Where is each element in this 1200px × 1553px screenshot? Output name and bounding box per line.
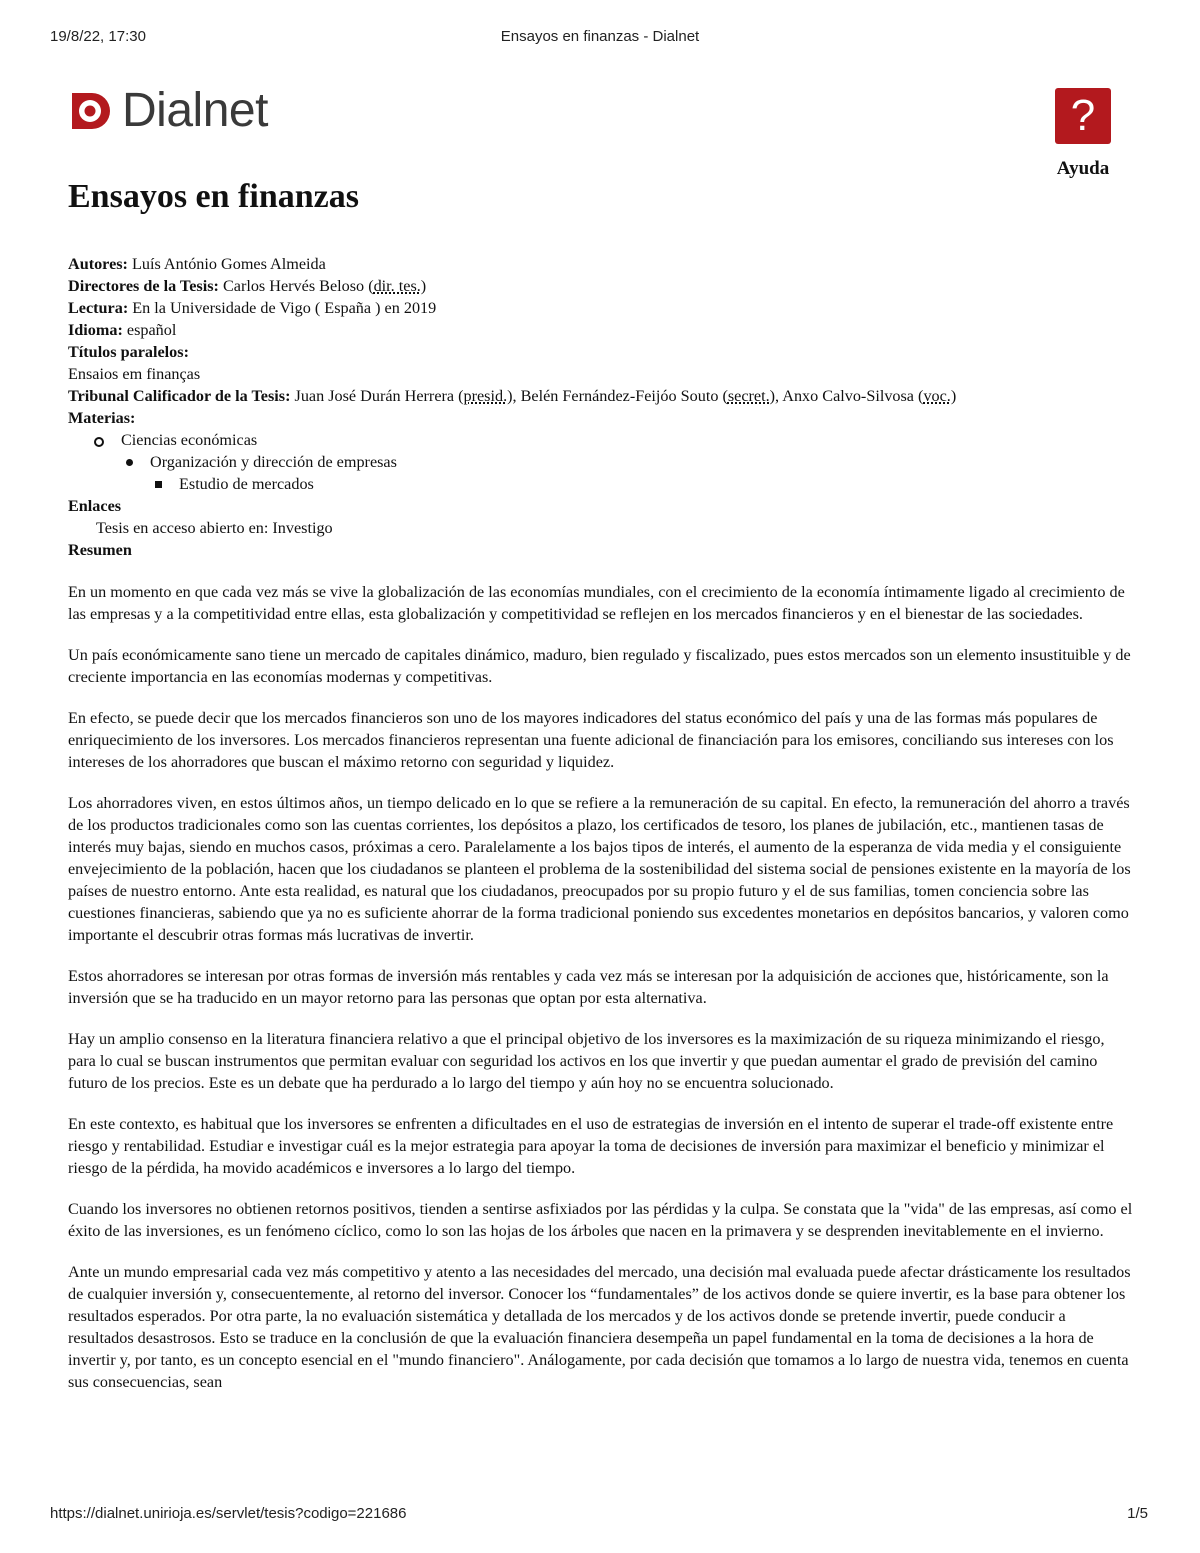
authors-label: Autores: <box>68 255 128 273</box>
print-page-title: Ensayos en finanzas - Dialnet <box>500 28 700 45</box>
tribunal-member-name[interactable]: Juan José Durán Herrera <box>294 387 455 405</box>
dialnet-logo[interactable] <box>68 86 268 136</box>
tribunal-label: Tribunal Calificador de la Tesis: <box>68 387 291 405</box>
print-url: https://dialnet.unirioja.es/servlet/tesis?codigo=221686 <box>50 1505 407 1522</box>
print-datetime: 19/8/22, 17:30 <box>50 28 146 45</box>
abstract-paragraph: Ante un mundo empresarial cada vez más competitivo y atento a las necesidades del mercado, una decisión mal evaluada puede afectar drásticamente los resultados de cualquier inversión y, consecuentemente, al retorno del inversor. Conocer los “fundamentales” de los activos donde se quiere invertir, es la base para obtener los resultados esperados. Por otra parte, la no evaluación sistemática y detallada de los mercados y de los activos donde se pretende invertir, puede conducir a resultados desastrosos. Esto se traduce en la conclusión de que la evaluación financiera desempeña un papel fundamental en la toma de decisiones a la hora de invertir y, por tanto, es un concepto esencial en el "mundo financiero". Análogamente, por cada decisión que tomamos a lo largo de nuestra vida, tenemos en cuenta sus consecuencias, sean <box>68 1263 1131 1391</box>
reading-value: En la Universidade de Vigo ( España ) en 2019 <box>132 299 437 317</box>
subject-item <box>121 451 1134 495</box>
directors-label: Directores de la Tesis: <box>68 277 219 295</box>
reading-line <box>68 297 1134 319</box>
logo-text: Dialnet <box>122 84 268 137</box>
abstract-paragraph: En este contexto, es habitual que los inversores se enfrenten a dificultades en el uso de estrategias de inversión en el intento de superar el trade-off existente entre riesgo y rentabilidad. Estudiar e investigar cuál es la mejor estrategia para apoyar la toma de decisiones de inversión para maximizar el beneficio y minimizar el riesgo de la pérdida, ha movido académicos e inversores a lo largo del tiempo. <box>68 1115 1114 1177</box>
abstract-paragraph: En efecto, se puede decir que los mercados financieros son uno de los mayores indicadores del status económico del país y una de las formas más populares de enriquecimiento de los inversores. Los mercados financieros representan una fuente adicional de financiación para los emisores, conciliando sus intereses con los intereses de los ahorradores que buscan el máximo retorno con seguridad y liquidez. <box>68 709 1114 771</box>
links-heading-line <box>68 495 1134 517</box>
abstract-paragraph: Estos ahorradores se interesan por otras formas de inversión más rentables y cada vez más se interesan por la adquisición de acciones que, históricamente, son la inversión que se ha traducido en un mayor retorno para las personas que optan por esta alternativa. <box>68 967 1109 1007</box>
subject-label[interactable]: Organización y dirección de empresas <box>150 453 397 471</box>
director-name[interactable]: Carlos Hervés Beloso <box>222 277 365 295</box>
subjects-heading-line <box>68 407 1134 429</box>
thesis-title: Ensayos en finanzas <box>68 178 359 215</box>
parallel-titles-line <box>68 341 1134 363</box>
print-header <box>0 28 1200 48</box>
abstract-paragraph: En un momento en que cada vez más se vive la globalización de las economías mundiales, con el crecimiento de la economía íntimamente ligado al crecimiento de las empresas y a la competitividad entre ellas, esta globalización y competitividad se reflejen en los mercados financieros y en el bienestar de las sociedades. <box>68 583 1125 623</box>
abstract-heading-line <box>68 539 1134 561</box>
open-access-link[interactable]: Tesis en acceso abierto en: Investigo <box>96 519 333 537</box>
author-name[interactable]: Luís António Gomes Almeida <box>132 255 326 273</box>
reading-label: Lectura: <box>68 299 129 317</box>
print-footer <box>0 1505 1200 1525</box>
language-line <box>68 319 1134 341</box>
tribunal-member-role: secret. <box>727 387 770 405</box>
subject-subtree <box>121 451 1134 495</box>
help-label: Ayuda <box>1056 158 1110 179</box>
tribunal-member-role: presid. <box>463 387 508 405</box>
subjects-tree <box>90 429 1134 495</box>
subjects-label: Materias: <box>68 409 136 427</box>
parallel-titles-label: Títulos paralelos: <box>68 343 189 361</box>
tribunal-member-role: voc. <box>923 387 951 405</box>
subject-label[interactable]: Ciencias económicas <box>121 431 258 449</box>
abstract-paragraph: Los ahorradores viven, en estos últimos años, un tiempo delicado en lo que se refiere a la remuneración de su capital. En efecto, la remuneración del ahorro a través de los productos tradicionales como son las cuentas corrientes, los depósitos a plazo, los certificados de tesoro, los planes de jubilación, etc., mantienen tasas de interés muy bajas, siendo en muchos casos, próximas a cero. Paralelamente a los bajos tipos de interés, el aumento de la esperanza de vida media y el consiguiente envejecimiento de la población, hacen que los ciudadanos se planteen el problema de la sostenibilidad del sistema social de pensiones existente en la mayoría de los países de nuestro entorno. Ante esta realidad, es natural que los ciudadanos, preocupados por su propio futuro y el de sus familias, tomen conciencia sobre las cuestiones financieras, sabiendo que ya no es suficiente ahorrar de la forma tradicional poniendo sus excedentes monetarios en depósitos bancarios, y valoren como importante el descubrir otras formas más lucrativas de invertir. <box>68 794 1131 944</box>
thesis-record <box>68 253 1134 1412</box>
abstract-label: Resumen <box>68 541 132 559</box>
abstract-paragraph: Un país económicamente sano tiene un mercado de capitales dinámico, maduro, bien regulado y fiscalizado, pues estos mercados son un elemento insustituible y de creciente importancia en las economías modernas y competitivas. <box>68 646 1131 686</box>
parallel-title: Ensaios em finanças <box>68 365 201 383</box>
language-value: español <box>126 321 177 339</box>
subject-label[interactable]: Estudio de mercados <box>179 475 314 493</box>
subject-subtree <box>150 473 1134 495</box>
tribunal-member-name[interactable]: Belén Fernández-Feijóo Souto <box>520 387 719 405</box>
abstract-paragraph: Cuando los inversores no obtienen retornos positivos, tienden a sentirse asfixiados por las pérdidas y la culpa. Se constata que la "vida" de las empresas, así como el éxito de las inversiones, es un fenómeno cíclico, como lo son las hojas de los árboles que nacen en la primavera y se desprenden inevitablemente en el invierno. <box>68 1200 1133 1240</box>
language-label: Idioma: <box>68 321 123 339</box>
dialnet-logo-icon <box>68 89 112 133</box>
help-button[interactable] <box>1050 88 1116 180</box>
question-mark-icon: ? <box>1055 88 1111 144</box>
abstract-paragraph: Hay un amplio consenso en la literatura financiera relativo a que el principal objetivo de los inversores es la maximización de su riqueza minimizando el riesgo, para lo cual se buscan instrumentos que permitan evaluar con seguridad los activos en los que invertir y que puedan aumentar el grado de previsión del camino futuro de los precios. Este es un debate que ha perdurado a lo largo del tiempo y aún hoy no se encuentra solucionado. <box>68 1030 1105 1092</box>
authors-line <box>68 253 1134 275</box>
tribunal-line: Tribunal Calificador de la Tesis: Juan José Durán Herrera (presid.), Belén Fernández-Feijóo Souto (secret.), Anxo Calvo-Silvosa (voc.) <box>68 387 957 405</box>
abstract-body <box>68 581 1134 1393</box>
links-label: Enlaces <box>68 497 122 515</box>
print-page-number: 1/5 <box>1127 1505 1148 1522</box>
subject-item <box>90 429 1134 495</box>
directors-line: Directores de la Tesis: Carlos Hervés Beloso (dir. tes.) <box>68 277 427 295</box>
tribunal-member-name[interactable]: Anxo Calvo-Silvosa <box>782 387 914 405</box>
director-role: dir. tes. <box>373 277 421 295</box>
subject-item <box>150 473 1134 495</box>
